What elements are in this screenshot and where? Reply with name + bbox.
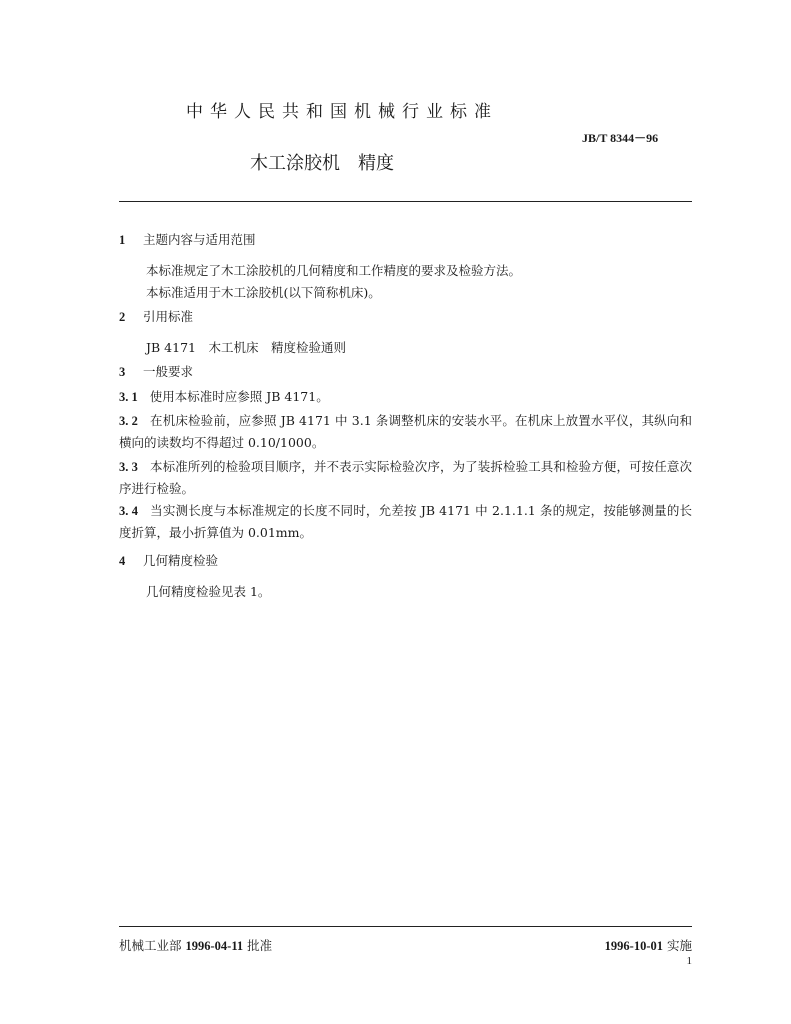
- clause-3-3: [119, 456, 692, 500]
- section-number: 1: [119, 233, 126, 247]
- clause-text: 使用本标准时应参照 JB 4171。: [149, 389, 329, 404]
- section-number: 3: [119, 365, 126, 379]
- approval-label: 批准: [247, 938, 273, 953]
- issuer: 机械工业部: [119, 938, 182, 953]
- section-1-paragraph-1: 本标准规定了木工涂胶机的几何精度和工作精度的要求及检验方法。: [146, 263, 522, 278]
- clause-3-1: [119, 386, 692, 408]
- section-2-heading: [119, 307, 193, 325]
- footer-divider: [119, 926, 692, 927]
- section-title: 主题内容与适用范围: [143, 232, 256, 247]
- section-title: 引用标准: [143, 309, 194, 324]
- clause-text: 在机床检验前，应参照 JB 4171 中 3.1 条调整机床的安装水平。在机床上放置水平仪，其纵向和横向的读数均不得超过 0.10/1000。: [119, 413, 692, 450]
- implementation-info: [605, 936, 692, 954]
- section-number: 2: [119, 310, 126, 324]
- document-title: 木工涂胶机 精度: [250, 153, 394, 174]
- implementation-label: 实施: [666, 938, 692, 953]
- clause-number: 3. 3: [119, 460, 138, 474]
- standard-number: JB/T 8344－96: [582, 131, 659, 145]
- section-1-paragraph-2: 本标准适用于木工涂胶机(以下简称机床)。: [146, 285, 381, 300]
- clause-number: 3. 1: [119, 390, 138, 404]
- clause-text: 当实测长度与本标准规定的长度不同时，允差按 JB 4171 中 2.1.1.1 条的规定，按能够测量的长度折算，最小折算值为 0.01mm。: [119, 503, 693, 540]
- section-3-heading: [119, 362, 193, 380]
- section-1-heading: [119, 230, 256, 248]
- section-2-paragraph-1: JB 4171 木工机床 精度检验通则: [146, 340, 346, 355]
- approval-info: [119, 936, 272, 954]
- clause-number: 3. 4: [119, 504, 138, 518]
- header-divider: [119, 201, 692, 202]
- standard-category-title: 中华人民共和国机械行业标准: [186, 102, 498, 122]
- implementation-date: 1996-10-01: [604, 939, 663, 953]
- clause-number: 3. 2: [119, 414, 138, 428]
- section-4-paragraph-1: 几何精度检验见表 1。: [146, 584, 271, 599]
- section-title: 一般要求: [143, 364, 194, 379]
- page-number: 1: [686, 955, 692, 967]
- clause-3-4: [119, 500, 692, 544]
- section-4-heading: [119, 551, 218, 569]
- clause-3-2: [119, 410, 692, 454]
- clause-text: 本标准所列的检验项目顺序，并不表示实际检验次序，为了装拆检验工具和检验方便，可按任意次序进行检验。: [119, 459, 692, 496]
- section-number: 4: [119, 554, 126, 568]
- approval-date: 1996-04-11: [185, 939, 244, 953]
- section-title: 几何精度检验: [143, 553, 219, 568]
